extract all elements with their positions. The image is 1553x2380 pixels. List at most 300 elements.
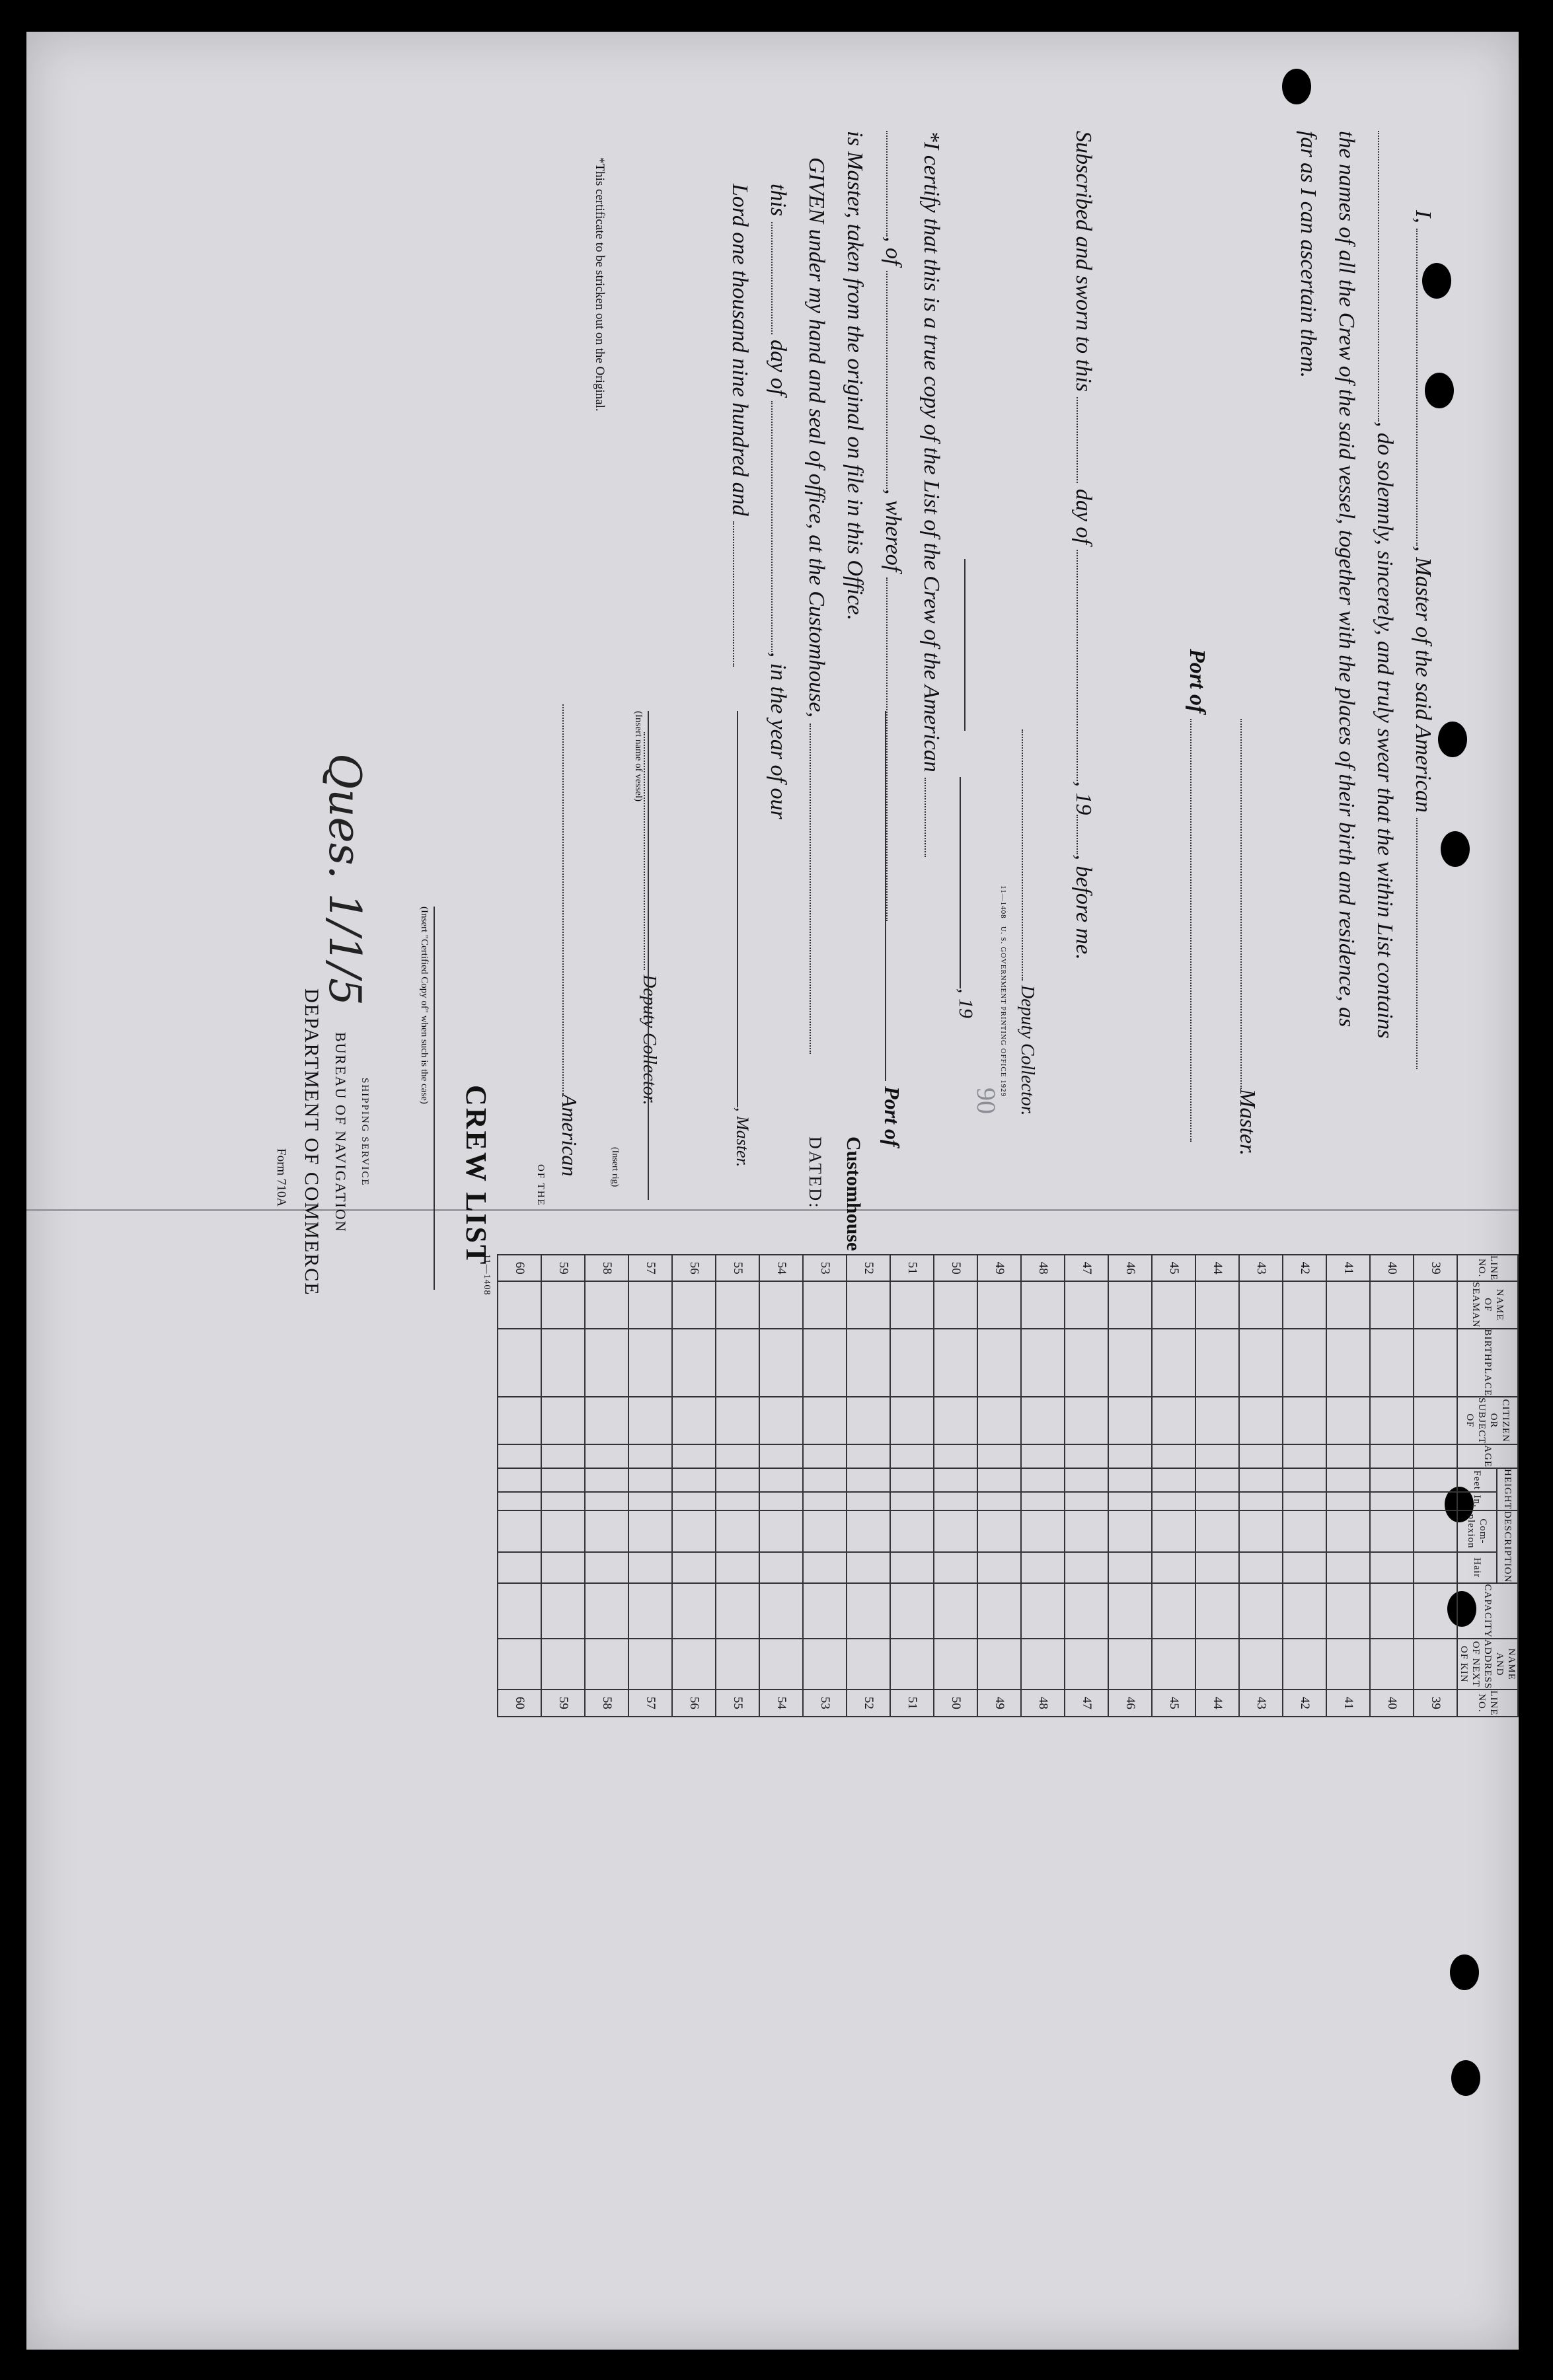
- cell-citizen[interactable]: [934, 1397, 977, 1444]
- cell-line-no: 54: [759, 1255, 803, 1281]
- cell-line-no: 52: [847, 1255, 890, 1281]
- cell-age[interactable]: [541, 1444, 585, 1468]
- cell-capacity[interactable]: [1370, 1583, 1414, 1639]
- cell-line-no-right: 44: [1195, 1690, 1239, 1716]
- cell-inches[interactable]: [1152, 1492, 1195, 1510]
- table-row: [1065, 1255, 1108, 1717]
- cell-capacity[interactable]: [803, 1583, 847, 1639]
- cell-citizen[interactable]: [1065, 1397, 1108, 1444]
- header-kin: NAME AND ADDRESS OF NEXT OF KIN: [1458, 1639, 1517, 1690]
- cell-feet[interactable]: [628, 1468, 672, 1492]
- cell-line-no-right: 42: [1283, 1690, 1326, 1716]
- cell-inches[interactable]: [759, 1492, 803, 1510]
- cell-birthplace[interactable]: [1239, 1329, 1283, 1397]
- cell-capacity[interactable]: [1283, 1583, 1326, 1639]
- cell-birthplace[interactable]: [498, 1329, 541, 1397]
- cell-capacity[interactable]: [934, 1583, 977, 1639]
- cell-citizen[interactable]: [977, 1397, 1021, 1444]
- cell-citizen[interactable]: [1239, 1397, 1283, 1444]
- cell-complexion[interactable]: [585, 1510, 628, 1552]
- cell-feet[interactable]: [759, 1468, 803, 1492]
- cell-citizen[interactable]: [1326, 1397, 1370, 1444]
- cell-citizen[interactable]: [1152, 1397, 1195, 1444]
- cell-complexion[interactable]: [716, 1510, 759, 1552]
- table-row: [672, 1255, 716, 1717]
- cell-next-of-kin[interactable]: [1108, 1639, 1152, 1690]
- cell-hair[interactable]: [890, 1552, 934, 1583]
- cell-inches[interactable]: [803, 1492, 847, 1510]
- cell-line-no: 49: [977, 1255, 1021, 1281]
- cover-year-label: , 19: [955, 988, 977, 1018]
- cell-inches[interactable]: [541, 1492, 585, 1510]
- cell-seaman-name[interactable]: [1195, 1281, 1239, 1328]
- header-line-no-right: LINE NO.: [1457, 1690, 1518, 1716]
- cell-complexion[interactable]: [1370, 1510, 1414, 1552]
- cell-seaman-name[interactable]: [1326, 1281, 1370, 1328]
- cell-citizen[interactable]: [890, 1397, 934, 1444]
- cell-feet[interactable]: [890, 1468, 934, 1492]
- cell-line-no: 40: [1370, 1255, 1414, 1281]
- cell-line-no: 53: [803, 1255, 847, 1281]
- cell-inches[interactable]: [1021, 1492, 1065, 1510]
- cert-year-text: , in the year of our: [766, 651, 790, 819]
- cell-line-no: 43: [1239, 1255, 1283, 1281]
- subscribed-text: Subscribed and sworn to this: [1071, 131, 1096, 392]
- cell-birthplace[interactable]: [1195, 1329, 1239, 1397]
- table-row: [1195, 1255, 1239, 1717]
- cell-citizen[interactable]: [541, 1397, 585, 1444]
- rig-field[interactable]: [562, 704, 564, 1094]
- cell-hair[interactable]: [1239, 1552, 1283, 1583]
- cell-age[interactable]: [1195, 1444, 1239, 1468]
- cell-line-no-right: 59: [541, 1690, 585, 1716]
- back-cover: [26, 32, 1519, 2350]
- header-inches: In.: [1457, 1492, 1497, 1510]
- cell-complexion[interactable]: [1195, 1510, 1239, 1552]
- cell-hair[interactable]: [716, 1552, 759, 1583]
- cell-next-of-kin[interactable]: [1326, 1639, 1370, 1690]
- cell-inches[interactable]: [1065, 1492, 1108, 1510]
- cell-complexion[interactable]: [1414, 1510, 1457, 1552]
- cell-capacity[interactable]: [716, 1583, 759, 1639]
- cell-inches[interactable]: [890, 1492, 934, 1510]
- cell-complexion[interactable]: [890, 1510, 934, 1552]
- table-row: [1370, 1255, 1414, 1717]
- cell-age[interactable]: [803, 1444, 847, 1468]
- cell-birthplace[interactable]: [1152, 1329, 1195, 1397]
- cell-capacity[interactable]: [672, 1583, 716, 1639]
- cell-feet[interactable]: [803, 1468, 847, 1492]
- cell-inches[interactable]: [498, 1492, 541, 1510]
- cell-feet[interactable]: [1283, 1468, 1326, 1492]
- cell-next-of-kin[interactable]: [934, 1639, 977, 1690]
- cell-capacity[interactable]: [1108, 1583, 1152, 1639]
- deputy-collector-label-1: Deputy Collector.: [1017, 985, 1038, 1116]
- table-row: [934, 1255, 977, 1717]
- cell-feet[interactable]: [1239, 1468, 1283, 1492]
- cell-birthplace[interactable]: [1108, 1329, 1152, 1397]
- cert-given-text: GIVEN under my hand and seal of office, at the Customhouse,: [804, 157, 829, 718]
- cell-complexion[interactable]: [803, 1510, 847, 1552]
- cell-birthplace[interactable]: [759, 1329, 803, 1397]
- cell-capacity[interactable]: [1065, 1583, 1108, 1639]
- stamp-number: 90: [971, 1088, 1001, 1114]
- cell-hair[interactable]: [847, 1552, 890, 1583]
- cell-citizen[interactable]: [847, 1397, 890, 1444]
- cell-inches[interactable]: [716, 1492, 759, 1510]
- form-number: Form 710A: [274, 1148, 288, 1207]
- cover-date-line: [954, 777, 977, 1018]
- insert-certified-note: (Insert "Certified Copy of" when such is the case): [419, 907, 430, 1104]
- cell-line-no-right: 54: [759, 1690, 803, 1716]
- cell-next-of-kin[interactable]: [890, 1639, 934, 1690]
- cell-capacity[interactable]: [628, 1583, 672, 1639]
- cell-next-of-kin[interactable]: [1152, 1639, 1195, 1690]
- customhouse-label: Customhouse: [843, 1136, 864, 1251]
- cell-capacity[interactable]: [498, 1583, 541, 1639]
- cell-citizen[interactable]: [716, 1397, 759, 1444]
- cell-hair[interactable]: [934, 1552, 977, 1583]
- cell-next-of-kin[interactable]: [1239, 1639, 1283, 1690]
- cell-birthplace[interactable]: [1283, 1329, 1326, 1397]
- cell-seaman-name[interactable]: [1283, 1281, 1326, 1328]
- port-of-cover-label: Port of: [880, 1086, 904, 1147]
- table-row: [1283, 1255, 1326, 1717]
- master-label: Master.: [1235, 1089, 1260, 1156]
- cell-seaman-name[interactable]: [890, 1281, 934, 1328]
- cell-line-no: 58: [585, 1255, 628, 1281]
- cell-birthplace[interactable]: [541, 1329, 585, 1397]
- cell-next-of-kin[interactable]: [977, 1639, 1021, 1690]
- cell-age[interactable]: [934, 1444, 977, 1468]
- cell-capacity[interactable]: [847, 1583, 890, 1639]
- cell-age[interactable]: [628, 1444, 672, 1468]
- cell-age[interactable]: [1370, 1444, 1414, 1468]
- cell-hair[interactable]: [541, 1552, 585, 1583]
- cell-feet[interactable]: [541, 1468, 585, 1492]
- cell-seaman-name[interactable]: [716, 1281, 759, 1328]
- cell-line-no-right: 46: [1108, 1690, 1152, 1716]
- cell-age[interactable]: [890, 1444, 934, 1468]
- cell-line-no: 56: [672, 1255, 716, 1281]
- cell-citizen[interactable]: [759, 1397, 803, 1444]
- cell-inches[interactable]: [1414, 1492, 1457, 1510]
- cell-complexion[interactable]: [1283, 1510, 1326, 1552]
- shipping-service: SHIPPING SERVICE: [360, 1078, 370, 1187]
- cell-citizen[interactable]: [1414, 1397, 1457, 1444]
- cell-feet[interactable]: [1108, 1468, 1152, 1492]
- cell-line-no: 42: [1283, 1255, 1326, 1281]
- cell-hair[interactable]: [1152, 1552, 1195, 1583]
- cell-birthplace[interactable]: [716, 1329, 759, 1397]
- header-complexion: Com- plexion: [1457, 1510, 1497, 1552]
- cell-complexion[interactable]: [977, 1510, 1021, 1552]
- cell-hair[interactable]: [1370, 1552, 1414, 1583]
- cell-age[interactable]: [1065, 1444, 1108, 1468]
- cell-hair[interactable]: [1065, 1552, 1108, 1583]
- cell-age[interactable]: [1108, 1444, 1152, 1468]
- cell-citizen[interactable]: [498, 1397, 541, 1444]
- cell-complexion[interactable]: [628, 1510, 672, 1552]
- cert-whereof: , whereof: [881, 488, 905, 572]
- cell-line-no: 51: [890, 1255, 934, 1281]
- bureau-title: BUREAU OF NAVIGATION: [332, 1032, 349, 1233]
- cell-seaman-name[interactable]: [759, 1281, 803, 1328]
- cell-birthplace[interactable]: [628, 1329, 672, 1397]
- cell-seaman-name[interactable]: [977, 1281, 1021, 1328]
- cell-citizen[interactable]: [1195, 1397, 1239, 1444]
- cell-seaman-name[interactable]: [498, 1281, 541, 1328]
- cell-feet[interactable]: [1326, 1468, 1370, 1492]
- cell-seaman-name[interactable]: [1065, 1281, 1108, 1328]
- cell-age[interactable]: [716, 1444, 759, 1468]
- cell-seaman-name[interactable]: [672, 1281, 716, 1328]
- cell-capacity[interactable]: [1195, 1583, 1239, 1639]
- cert-of: , of: [881, 237, 905, 266]
- table-row: [890, 1255, 934, 1717]
- cell-age[interactable]: [1414, 1444, 1457, 1468]
- cell-age[interactable]: [759, 1444, 803, 1468]
- port-of-cover-line: [880, 711, 904, 1147]
- cell-line-no-right: 58: [585, 1690, 628, 1716]
- cell-complexion[interactable]: [1152, 1510, 1195, 1552]
- cell-next-of-kin[interactable]: [759, 1639, 803, 1690]
- cell-inches[interactable]: [1195, 1492, 1239, 1510]
- cell-citizen[interactable]: [1021, 1397, 1065, 1444]
- cell-birthplace[interactable]: [803, 1329, 847, 1397]
- crew-list-title: CREW LIST: [460, 1085, 492, 1267]
- cell-inches[interactable]: [585, 1492, 628, 1510]
- cell-citizen[interactable]: [1370, 1397, 1414, 1444]
- cell-feet[interactable]: [1021, 1468, 1065, 1492]
- cell-birthplace[interactable]: [1370, 1329, 1414, 1397]
- cell-inches[interactable]: [977, 1492, 1021, 1510]
- cell-seaman-name[interactable]: [1370, 1281, 1414, 1328]
- crew-grid: [497, 1254, 1519, 1717]
- cell-complexion[interactable]: [672, 1510, 716, 1552]
- cell-citizen[interactable]: [585, 1397, 628, 1444]
- department-title: DEPARTMENT OF COMMERCE: [301, 988, 322, 1296]
- cell-inches[interactable]: [1239, 1492, 1283, 1510]
- cell-feet[interactable]: [977, 1468, 1021, 1492]
- cell-complexion[interactable]: [1239, 1510, 1283, 1552]
- cell-complexion[interactable]: [1326, 1510, 1370, 1552]
- cell-complexion[interactable]: [498, 1510, 541, 1552]
- cell-feet[interactable]: [672, 1468, 716, 1492]
- cell-next-of-kin[interactable]: [498, 1639, 541, 1690]
- table-row: [498, 1255, 541, 1717]
- cell-feet[interactable]: [934, 1468, 977, 1492]
- cell-inches[interactable]: [1283, 1492, 1326, 1510]
- cell-line-no-right: 57: [628, 1690, 672, 1716]
- cell-feet[interactable]: [498, 1468, 541, 1492]
- cell-age[interactable]: [1152, 1444, 1195, 1468]
- cell-birthplace[interactable]: [977, 1329, 1021, 1397]
- cell-hair[interactable]: [1108, 1552, 1152, 1583]
- cell-next-of-kin[interactable]: [847, 1639, 890, 1690]
- cell-next-of-kin[interactable]: [1370, 1639, 1414, 1690]
- cell-seaman-name[interactable]: [628, 1281, 672, 1328]
- cell-capacity[interactable]: [1414, 1583, 1457, 1639]
- cell-seaman-name[interactable]: [1021, 1281, 1065, 1328]
- header-height: HEIGHT: [1497, 1468, 1518, 1510]
- cell-capacity[interactable]: [585, 1583, 628, 1639]
- cell-seaman-name[interactable]: [585, 1281, 628, 1328]
- cell-feet[interactable]: [716, 1468, 759, 1492]
- cell-seaman-name[interactable]: [1108, 1281, 1152, 1328]
- cell-age[interactable]: [977, 1444, 1021, 1468]
- cell-inches[interactable]: [1108, 1492, 1152, 1510]
- cell-hair[interactable]: [759, 1552, 803, 1583]
- cell-seaman-name[interactable]: [803, 1281, 847, 1328]
- table-row: [803, 1255, 847, 1717]
- cell-inches[interactable]: [628, 1492, 672, 1510]
- cell-birthplace[interactable]: [1021, 1329, 1065, 1397]
- cell-next-of-kin[interactable]: [541, 1639, 585, 1690]
- cell-complexion[interactable]: [1021, 1510, 1065, 1552]
- cell-line-no: 46: [1108, 1255, 1152, 1281]
- cell-line-no-right: 50: [934, 1690, 977, 1716]
- cell-age[interactable]: [672, 1444, 716, 1468]
- cell-capacity[interactable]: [1239, 1583, 1283, 1639]
- cell-citizen[interactable]: [628, 1397, 672, 1444]
- cell-complexion[interactable]: [1065, 1510, 1108, 1552]
- cell-capacity[interactable]: [541, 1583, 585, 1639]
- document-page: [26, 32, 1519, 2350]
- cell-age[interactable]: [1021, 1444, 1065, 1468]
- cell-next-of-kin[interactable]: [1283, 1639, 1326, 1690]
- cell-capacity[interactable]: [1326, 1583, 1370, 1639]
- cell-capacity[interactable]: [890, 1583, 934, 1639]
- table-row: [1414, 1255, 1457, 1717]
- cell-age[interactable]: [1326, 1444, 1370, 1468]
- cell-birthplace[interactable]: [890, 1329, 934, 1397]
- cell-line-no-right: 51: [890, 1690, 934, 1716]
- cell-inches[interactable]: [1370, 1492, 1414, 1510]
- oath-i: I,: [1411, 210, 1435, 223]
- cell-next-of-kin[interactable]: [1195, 1639, 1239, 1690]
- cell-age[interactable]: [1283, 1444, 1326, 1468]
- cell-hair[interactable]: [1021, 1552, 1065, 1583]
- cell-feet[interactable]: [1370, 1468, 1414, 1492]
- cell-complexion[interactable]: [541, 1510, 585, 1552]
- cell-next-of-kin[interactable]: [672, 1639, 716, 1690]
- cell-hair[interactable]: [803, 1552, 847, 1583]
- cell-birthplace[interactable]: [1065, 1329, 1108, 1397]
- cell-age[interactable]: [585, 1444, 628, 1468]
- cell-citizen[interactable]: [1283, 1397, 1326, 1444]
- cell-inches[interactable]: [672, 1492, 716, 1510]
- cell-seaman-name[interactable]: [1239, 1281, 1283, 1328]
- cell-hair[interactable]: [585, 1552, 628, 1583]
- cell-capacity[interactable]: [1021, 1583, 1065, 1639]
- cell-seaman-name[interactable]: [934, 1281, 977, 1328]
- master-cover-line: [732, 711, 752, 1167]
- cell-seaman-name[interactable]: [1152, 1281, 1195, 1328]
- cell-birthplace[interactable]: [934, 1329, 977, 1397]
- cell-line-no-right: 39: [1414, 1690, 1457, 1716]
- cell-age[interactable]: [1239, 1444, 1283, 1468]
- cell-next-of-kin[interactable]: [628, 1639, 672, 1690]
- cell-next-of-kin[interactable]: [716, 1639, 759, 1690]
- cell-capacity[interactable]: [759, 1583, 803, 1639]
- cell-citizen[interactable]: [672, 1397, 716, 1444]
- cell-hair[interactable]: [1283, 1552, 1326, 1583]
- cell-next-of-kin[interactable]: [1065, 1639, 1108, 1690]
- cell-hair[interactable]: [977, 1552, 1021, 1583]
- cell-feet[interactable]: [847, 1468, 890, 1492]
- header-birthplace: BIRTHPLACE: [1457, 1329, 1518, 1397]
- cell-citizen[interactable]: [1108, 1397, 1152, 1444]
- cell-capacity[interactable]: [1152, 1583, 1195, 1639]
- cell-hair[interactable]: [628, 1552, 672, 1583]
- cell-complexion[interactable]: [934, 1510, 977, 1552]
- cell-inches[interactable]: [934, 1492, 977, 1510]
- cell-birthplace[interactable]: [672, 1329, 716, 1397]
- cell-hair[interactable]: [1414, 1552, 1457, 1583]
- cell-citizen[interactable]: [803, 1397, 847, 1444]
- cell-birthplace[interactable]: [1414, 1329, 1457, 1397]
- cell-birthplace[interactable]: [1326, 1329, 1370, 1397]
- cell-hair[interactable]: [498, 1552, 541, 1583]
- cell-complexion[interactable]: [759, 1510, 803, 1552]
- cell-seaman-name[interactable]: [1414, 1281, 1457, 1328]
- cell-birthplace[interactable]: [847, 1329, 890, 1397]
- cell-feet[interactable]: [1414, 1468, 1457, 1492]
- cell-next-of-kin[interactable]: [1414, 1639, 1457, 1690]
- cell-complexion[interactable]: [1108, 1510, 1152, 1552]
- cell-seaman-name[interactable]: [847, 1281, 890, 1328]
- cell-capacity[interactable]: [977, 1583, 1021, 1639]
- cell-line-no: 48: [1021, 1255, 1065, 1281]
- deputy-collector-label-2: Deputy Collector.: [639, 975, 660, 1105]
- insert-vessel-note: (Insert name of vessel): [633, 711, 644, 802]
- cell-line-no-right: 53: [803, 1690, 847, 1716]
- cell-hair[interactable]: [1326, 1552, 1370, 1583]
- subscribed-dayof: day of: [1071, 488, 1096, 544]
- oath-names-text: the names of all the Crew of the said vessel, together with the places of their birth and residence, as: [1334, 131, 1359, 1027]
- cell-seaman-name[interactable]: [541, 1281, 585, 1328]
- cell-line-no-right: 47: [1065, 1690, 1108, 1716]
- table-row: [759, 1255, 803, 1717]
- cell-inches[interactable]: [847, 1492, 890, 1510]
- cell-complexion[interactable]: [847, 1510, 890, 1552]
- cell-next-of-kin[interactable]: [585, 1639, 628, 1690]
- cell-next-of-kin[interactable]: [803, 1639, 847, 1690]
- cell-birthplace[interactable]: [585, 1329, 628, 1397]
- table-row: [1108, 1255, 1152, 1717]
- cell-hair[interactable]: [1195, 1552, 1239, 1583]
- cell-inches[interactable]: [1326, 1492, 1370, 1510]
- cell-age[interactable]: [847, 1444, 890, 1468]
- table-row: [1239, 1255, 1283, 1717]
- cell-line-no: 44: [1195, 1255, 1239, 1281]
- dated-label: DATED:: [806, 1136, 825, 1210]
- cell-hair[interactable]: [672, 1552, 716, 1583]
- cell-feet[interactable]: [1065, 1468, 1108, 1492]
- cell-age[interactable]: [498, 1444, 541, 1468]
- cell-next-of-kin[interactable]: [1021, 1639, 1065, 1690]
- cell-line-no-right: 40: [1370, 1690, 1414, 1716]
- cell-feet[interactable]: [1195, 1468, 1239, 1492]
- cert-dayof: day of: [766, 340, 790, 396]
- cell-feet[interactable]: [585, 1468, 628, 1492]
- header-capacity: CAPACITY: [1457, 1583, 1518, 1639]
- cell-feet[interactable]: [1152, 1468, 1195, 1492]
- cell-line-no: 55: [716, 1255, 759, 1281]
- table-row: [1152, 1255, 1195, 1717]
- cell-line-no: 47: [1065, 1255, 1108, 1281]
